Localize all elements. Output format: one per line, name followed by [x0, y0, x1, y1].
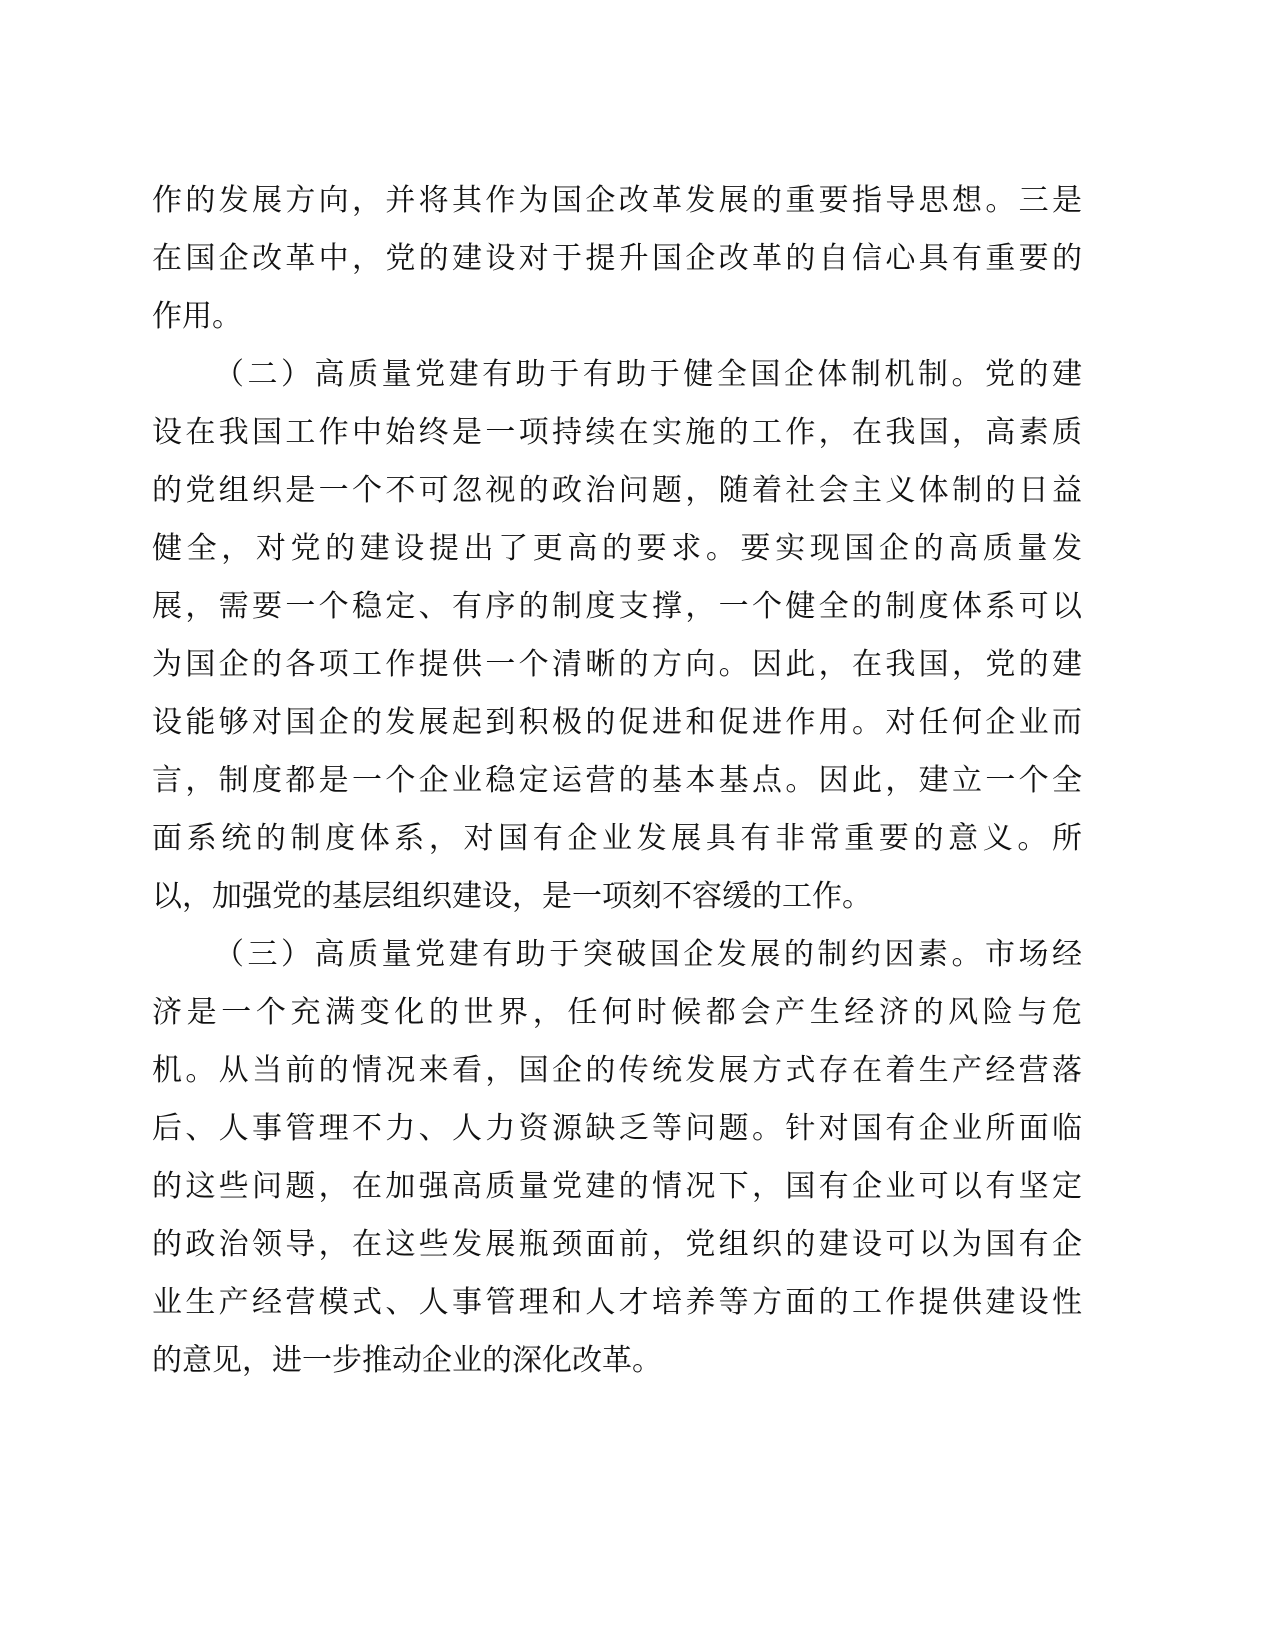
text-line: 面系统的制度体系，对国有企业发展具有非常重要的意义。所: [152, 821, 1082, 856]
section-heading-line: （二）高质量党建有助于有助于健全国企体制机制。党的建: [214, 357, 1082, 392]
text-line: 作的发展方向，并将其作为国企改革发展的重要指导思想。三是: [152, 183, 1082, 218]
text-line: 为国企的各项工作提供一个清晰的方向。因此，在我国，党的建: [152, 647, 1082, 682]
text-line: 作用。: [152, 299, 242, 334]
text-line: 的意见，进一步推动企业的深化改革。: [152, 1343, 662, 1378]
text-line: 设能够对国企的发展起到积极的促进和促进作用。对任何企业而: [152, 705, 1082, 740]
text-line: 设在我国工作中始终是一项持续在实施的工作，在我国，高素质: [152, 415, 1082, 450]
text-line: 的党组织是一个不可忽视的政治问题，随着社会主义体制的日益: [152, 473, 1082, 508]
text-line: 后、人事管理不力、人力资源缺乏等问题。针对国有企业所面临: [152, 1111, 1082, 1146]
text-line: 济是一个充满变化的世界，任何时候都会产生经济的风险与危: [152, 995, 1082, 1030]
text-line: 的这些问题，在加强高质量党建的情况下，国有企业可以有坚定: [152, 1169, 1082, 1204]
text-line: 言，制度都是一个企业稳定运营的基本基点。因此，建立一个全: [152, 763, 1082, 798]
text-line: 机。从当前的情况来看，国企的传统发展方式存在着生产经营落: [152, 1053, 1082, 1088]
text-line: 健全，对党的建设提出了更高的要求。要实现国企的高质量发: [152, 531, 1082, 566]
text-line: 以，加强党的基层组织建设，是一项刻不容缓的工作。: [152, 879, 872, 914]
text-line: 业生产经营模式、人事管理和人才培养等方面的工作提供建设性: [152, 1285, 1082, 1320]
section-heading-line: （三）高质量党建有助于突破国企发展的制约因素。市场经: [214, 937, 1082, 972]
text-line: 的政治领导，在这些发展瓶颈面前，党组织的建设可以为国有企: [152, 1227, 1082, 1262]
text-line: 展，需要一个稳定、有序的制度支撑，一个健全的制度体系可以: [152, 589, 1082, 624]
text-line: 在国企改革中，党的建设对于提升国企改革的自信心具有重要的: [152, 241, 1082, 276]
document-body: [152, 172, 1082, 1390]
